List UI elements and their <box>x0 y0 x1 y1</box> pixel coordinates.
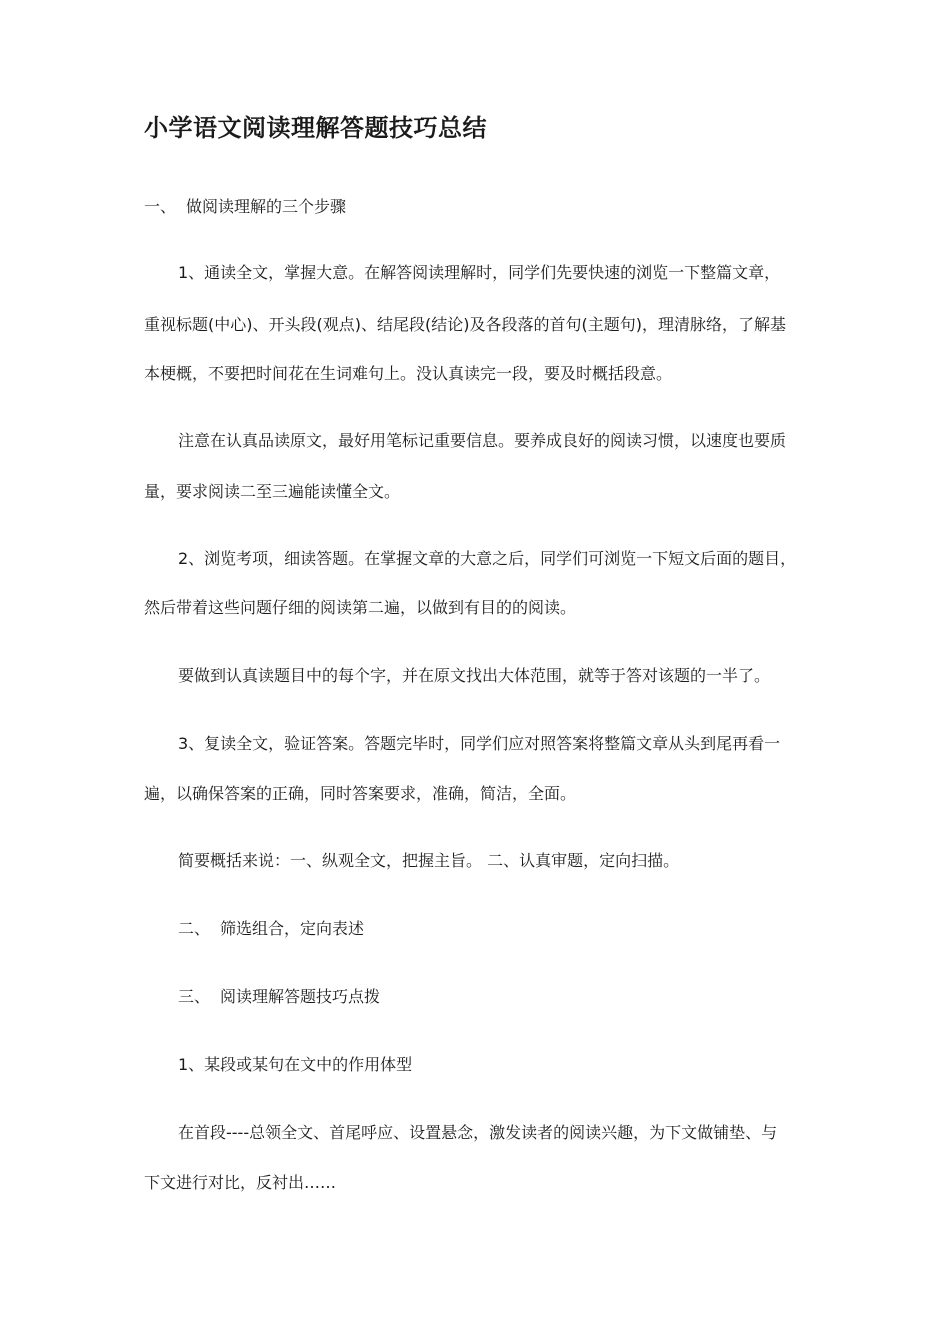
paragraph-line: 然后带着这些问题仔细的阅读第二遍，以做到有目的的阅读。 <box>144 598 577 617</box>
paragraph-line: 遍，以确保答案的正确，同时答案要求，准确，简洁，全面。 <box>144 784 577 803</box>
paragraph-line: 注意在认真品读原文，最好用笔标记重要信息。要养成良好的阅读习惯，以速度也要质 <box>178 431 787 450</box>
paragraph-line: 要做到认真读题目中的每个字，并在原文找出大体范围，就等于答对该题的一半了。 <box>178 666 771 685</box>
paragraph-line: 2、浏览考项，细读答题。在掌握文章的大意之后，同学们可浏览一下短文后面的题目， <box>178 549 797 568</box>
paragraph-line: 1、通读全文，掌握大意。在解答阅读理解时，同学们先要快速的浏览一下整篇文章， <box>178 263 781 282</box>
section-heading-text: 筛选组合，定向表述 <box>220 919 365 938</box>
section-heading-3 <box>178 986 808 1008</box>
paragraph-line: 在首段----总领全文、首尾呼应、设置悬念，激发读者的阅读兴趣，为下文做铺垫、与 <box>178 1123 778 1142</box>
paragraph-line: 量，要求阅读二至三遍能读懂全文。 <box>144 482 401 501</box>
section-heading-text: 阅读理解答题技巧点拨 <box>220 987 381 1006</box>
paragraph-line: 下文进行对比，反衬出…… <box>144 1173 337 1192</box>
section-number: 三、 <box>178 987 211 1006</box>
paragraph-line: 1、某段或某句在文中的作用体型 <box>178 1055 413 1074</box>
paragraph-line: 3、复读全文，验证答案。答题完毕时，同学们应对照答案将整篇文章从头到尾再看一 <box>178 734 781 753</box>
paragraph-line: 重视标题(中心)、开头段(观点)、结尾段(结论)及各段落的首句(主题句)，理清脉络，了解基 <box>144 315 786 334</box>
section-number: 二、 <box>178 919 211 938</box>
section-heading-text: 做阅读理解的三个步骤 <box>186 197 347 216</box>
document-title: 小学语文阅读理解答题技巧总结 <box>144 114 487 142</box>
section-heading-2 <box>178 918 808 940</box>
section-heading-1 <box>144 196 808 218</box>
paragraph-line: 简要概括来说：一、纵观全文，把握主旨。 二、认真审题，定向扫描。 <box>178 851 680 870</box>
paragraph-line: 本梗概，不要把时间花在生词难句上。没认真读完一段，要及时概括段意。 <box>144 364 673 383</box>
section-number: 一、 <box>144 197 177 216</box>
